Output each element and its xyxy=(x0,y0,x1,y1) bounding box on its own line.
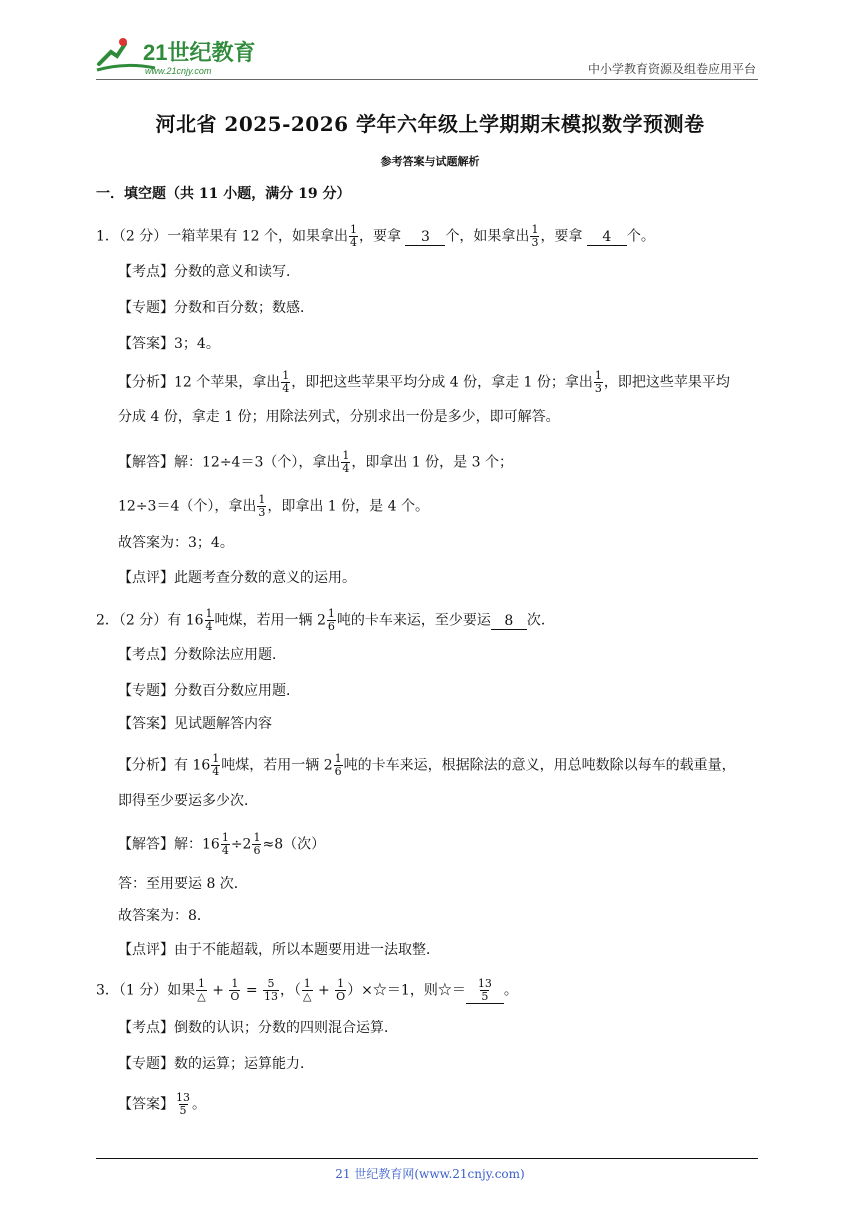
page-title: 河北省 2025-2026 学年六年级上学期期末模拟数学预测卷 xyxy=(155,112,705,136)
fraction-1-6: $\frac{1}{6}$ xyxy=(327,607,335,633)
fraction-1-4: $\frac{1}{4}$ xyxy=(205,607,213,633)
q3-text-b: ）×☆＝1，则☆＝ xyxy=(347,982,466,999)
fraction-1-3: $\frac{1}{3}$ xyxy=(531,223,539,249)
fraction-1-6: $\frac{1}{6}$ xyxy=(253,831,261,857)
fraction-1-3: $\frac{1}{3}$ xyxy=(258,493,266,519)
q2-jieda-a: 【解答】解：16 xyxy=(118,836,220,853)
q1-kaodian: 【考点】分数的意义和读写． xyxy=(118,264,300,280)
q2-text-b: 吨煤，若用一辆 2 xyxy=(214,612,326,629)
q1-fenxi-c: ，即把这些苹果平均 xyxy=(603,374,730,391)
q1-fenxi-b: ，即把这些苹果平均分成 4 份，拿走 1 份；拿出 xyxy=(291,374,593,391)
fraction-1-circle: $\frac{1}{O}$ xyxy=(336,977,346,1003)
q2-text-d: 次． xyxy=(526,612,555,629)
fraction-1-4: $\frac{1}{4}$ xyxy=(349,223,357,249)
fraction-13-5: $\frac{13}{5}$ xyxy=(176,1091,190,1117)
q1-answer-blank-2: 4 xyxy=(587,229,627,246)
fraction-1-triangle: $\frac{1}{\triangle}$ xyxy=(197,977,206,1003)
21cnjy-logo xyxy=(95,34,265,78)
platform-label: 中小学教育资源及组卷应用平台 xyxy=(587,62,756,76)
q1-jieda2-a: 12÷3＝4（个），拿出 xyxy=(118,498,257,515)
q1-text-b: ，要拿 xyxy=(358,228,401,245)
q1-fenxi xyxy=(118,370,730,395)
plus-sign: + xyxy=(317,982,330,999)
q1-text-d: ，要拿 xyxy=(540,228,583,245)
q2-fenxi xyxy=(118,753,736,778)
q3-comma: ，（ xyxy=(280,982,302,999)
q2-fenxi-a: 【分析】有 16 xyxy=(118,757,211,774)
q1-jieda xyxy=(118,450,513,475)
fraction-1-triangle: $\frac{1}{\triangle}$ xyxy=(303,977,312,1003)
fraction-13-5: $\frac{13}{5}$ xyxy=(477,977,492,1003)
page-header xyxy=(95,30,760,80)
q1-text-c: 个，如果拿出 xyxy=(445,228,530,245)
q2-text-a: 2．（2 分）有 16 xyxy=(96,612,204,629)
page-subtitle: 参考答案与试题解析 xyxy=(380,155,480,168)
logo-url: www.21cnjy.com xyxy=(145,66,212,76)
q2-fenxi-b: 吨煤，若用一辆 2 xyxy=(221,757,333,774)
q2-kaodian: 【考点】分数除法应用题． xyxy=(118,647,286,663)
q3-answer xyxy=(118,1092,206,1117)
q1-final-answer: 故答案为：3；4。 xyxy=(118,535,234,551)
q3-zhuanti: 【专题】数的运算；运算能力． xyxy=(118,1056,314,1072)
logo-text: 21世纪教育 xyxy=(143,40,256,65)
plus-sign: + xyxy=(212,982,224,999)
q3-text-a: 3．（1 分）如果 xyxy=(96,982,196,999)
fraction-1-circle: $\frac{1}{O}$ xyxy=(230,977,240,1003)
q2-answer: 【答案】见试题解答内容 xyxy=(118,716,272,732)
q2-fenxi-c: 吨的卡车来运，根据除法的意义，用总吨数除以每车的载重量， xyxy=(343,757,736,774)
q2-final-answer: 故答案为：8． xyxy=(118,908,211,924)
section-heading: 一．填空题（共 11 小题，满分 19 分） xyxy=(96,186,351,202)
q2-zhuanti: 【专题】分数百分数应用题． xyxy=(118,683,300,699)
q3-kaodian: 【考点】倒数的认识；分数的四则混合运算． xyxy=(118,1020,398,1036)
q2-fenxi-line2: 即得至少要运多少次． xyxy=(118,793,258,809)
q1-answer: 【答案】3；4。 xyxy=(118,336,220,352)
q2-jieda-b: ÷2 xyxy=(230,836,252,853)
footer-divider xyxy=(96,1158,758,1159)
q3-stem xyxy=(96,978,518,1004)
q3-answer-blank xyxy=(466,978,504,1004)
q3-answer-label: 【答案】 xyxy=(118,1096,174,1113)
q1-dianping: 【点评】此题考查分数的意义的运用。 xyxy=(118,570,356,586)
fraction-1-6: $\frac{1}{6}$ xyxy=(334,752,342,778)
footer-link[interactable]: 21 世纪教育网(www.21cnjy.com) xyxy=(335,1167,525,1181)
fraction-1-4: $\frac{1}{4}$ xyxy=(282,369,290,395)
header-divider xyxy=(96,79,758,80)
q2-answer-blank: 8 xyxy=(491,613,527,630)
q1-answer-blank-1: 3 xyxy=(405,229,445,246)
q1-jieda-a: 【解答】解：12÷4＝3（个），拿出 xyxy=(118,454,341,471)
fraction-1-3: $\frac{1}{3}$ xyxy=(594,369,602,395)
q1-text-a: 1．（2 分）一箱苹果有 12 个，如果拿出 xyxy=(96,228,348,245)
q1-text-e: 个。 xyxy=(626,228,655,245)
q1-jieda-b: ，即拿出 1 份，是 3 个； xyxy=(351,454,513,471)
q1-zhuanti: 【专题】分数和百分数；数感． xyxy=(118,300,314,316)
q1-jieda2-b: ，即拿出 1 份，是 4 个。 xyxy=(267,498,429,515)
q2-jieda xyxy=(118,832,325,857)
q1-fenxi-line2: 分成 4 份，拿走 1 份；用除法列式，分别求出一份是多少，即可解答。 xyxy=(118,409,560,425)
q1-fenxi-a: 【分析】12 个苹果，拿出 xyxy=(118,374,281,391)
q1-jieda-line2 xyxy=(118,494,429,519)
q2-text-c: 吨的卡车来运，至少要运 xyxy=(336,612,491,629)
q2-jieda-c: ≈8（次） xyxy=(262,836,326,853)
q2-stem xyxy=(96,608,555,633)
q2-da: 答：至用要运 8 次． xyxy=(118,876,248,892)
q3-answer-end: 。 xyxy=(192,1096,206,1113)
q1-stem xyxy=(96,224,655,249)
fraction-5-13: $\frac{5}{13}$ xyxy=(264,977,279,1003)
fraction-1-4: $\frac{1}{4}$ xyxy=(212,752,220,778)
fraction-1-4: $\frac{1}{4}$ xyxy=(342,449,350,475)
q3-text-end: 。 xyxy=(503,982,518,999)
q2-dianping: 【点评】由于不能超载，所以本题要用进一法取整． xyxy=(118,942,440,958)
fraction-1-4: $\frac{1}{4}$ xyxy=(221,831,229,857)
equals-sign: = xyxy=(245,982,258,999)
